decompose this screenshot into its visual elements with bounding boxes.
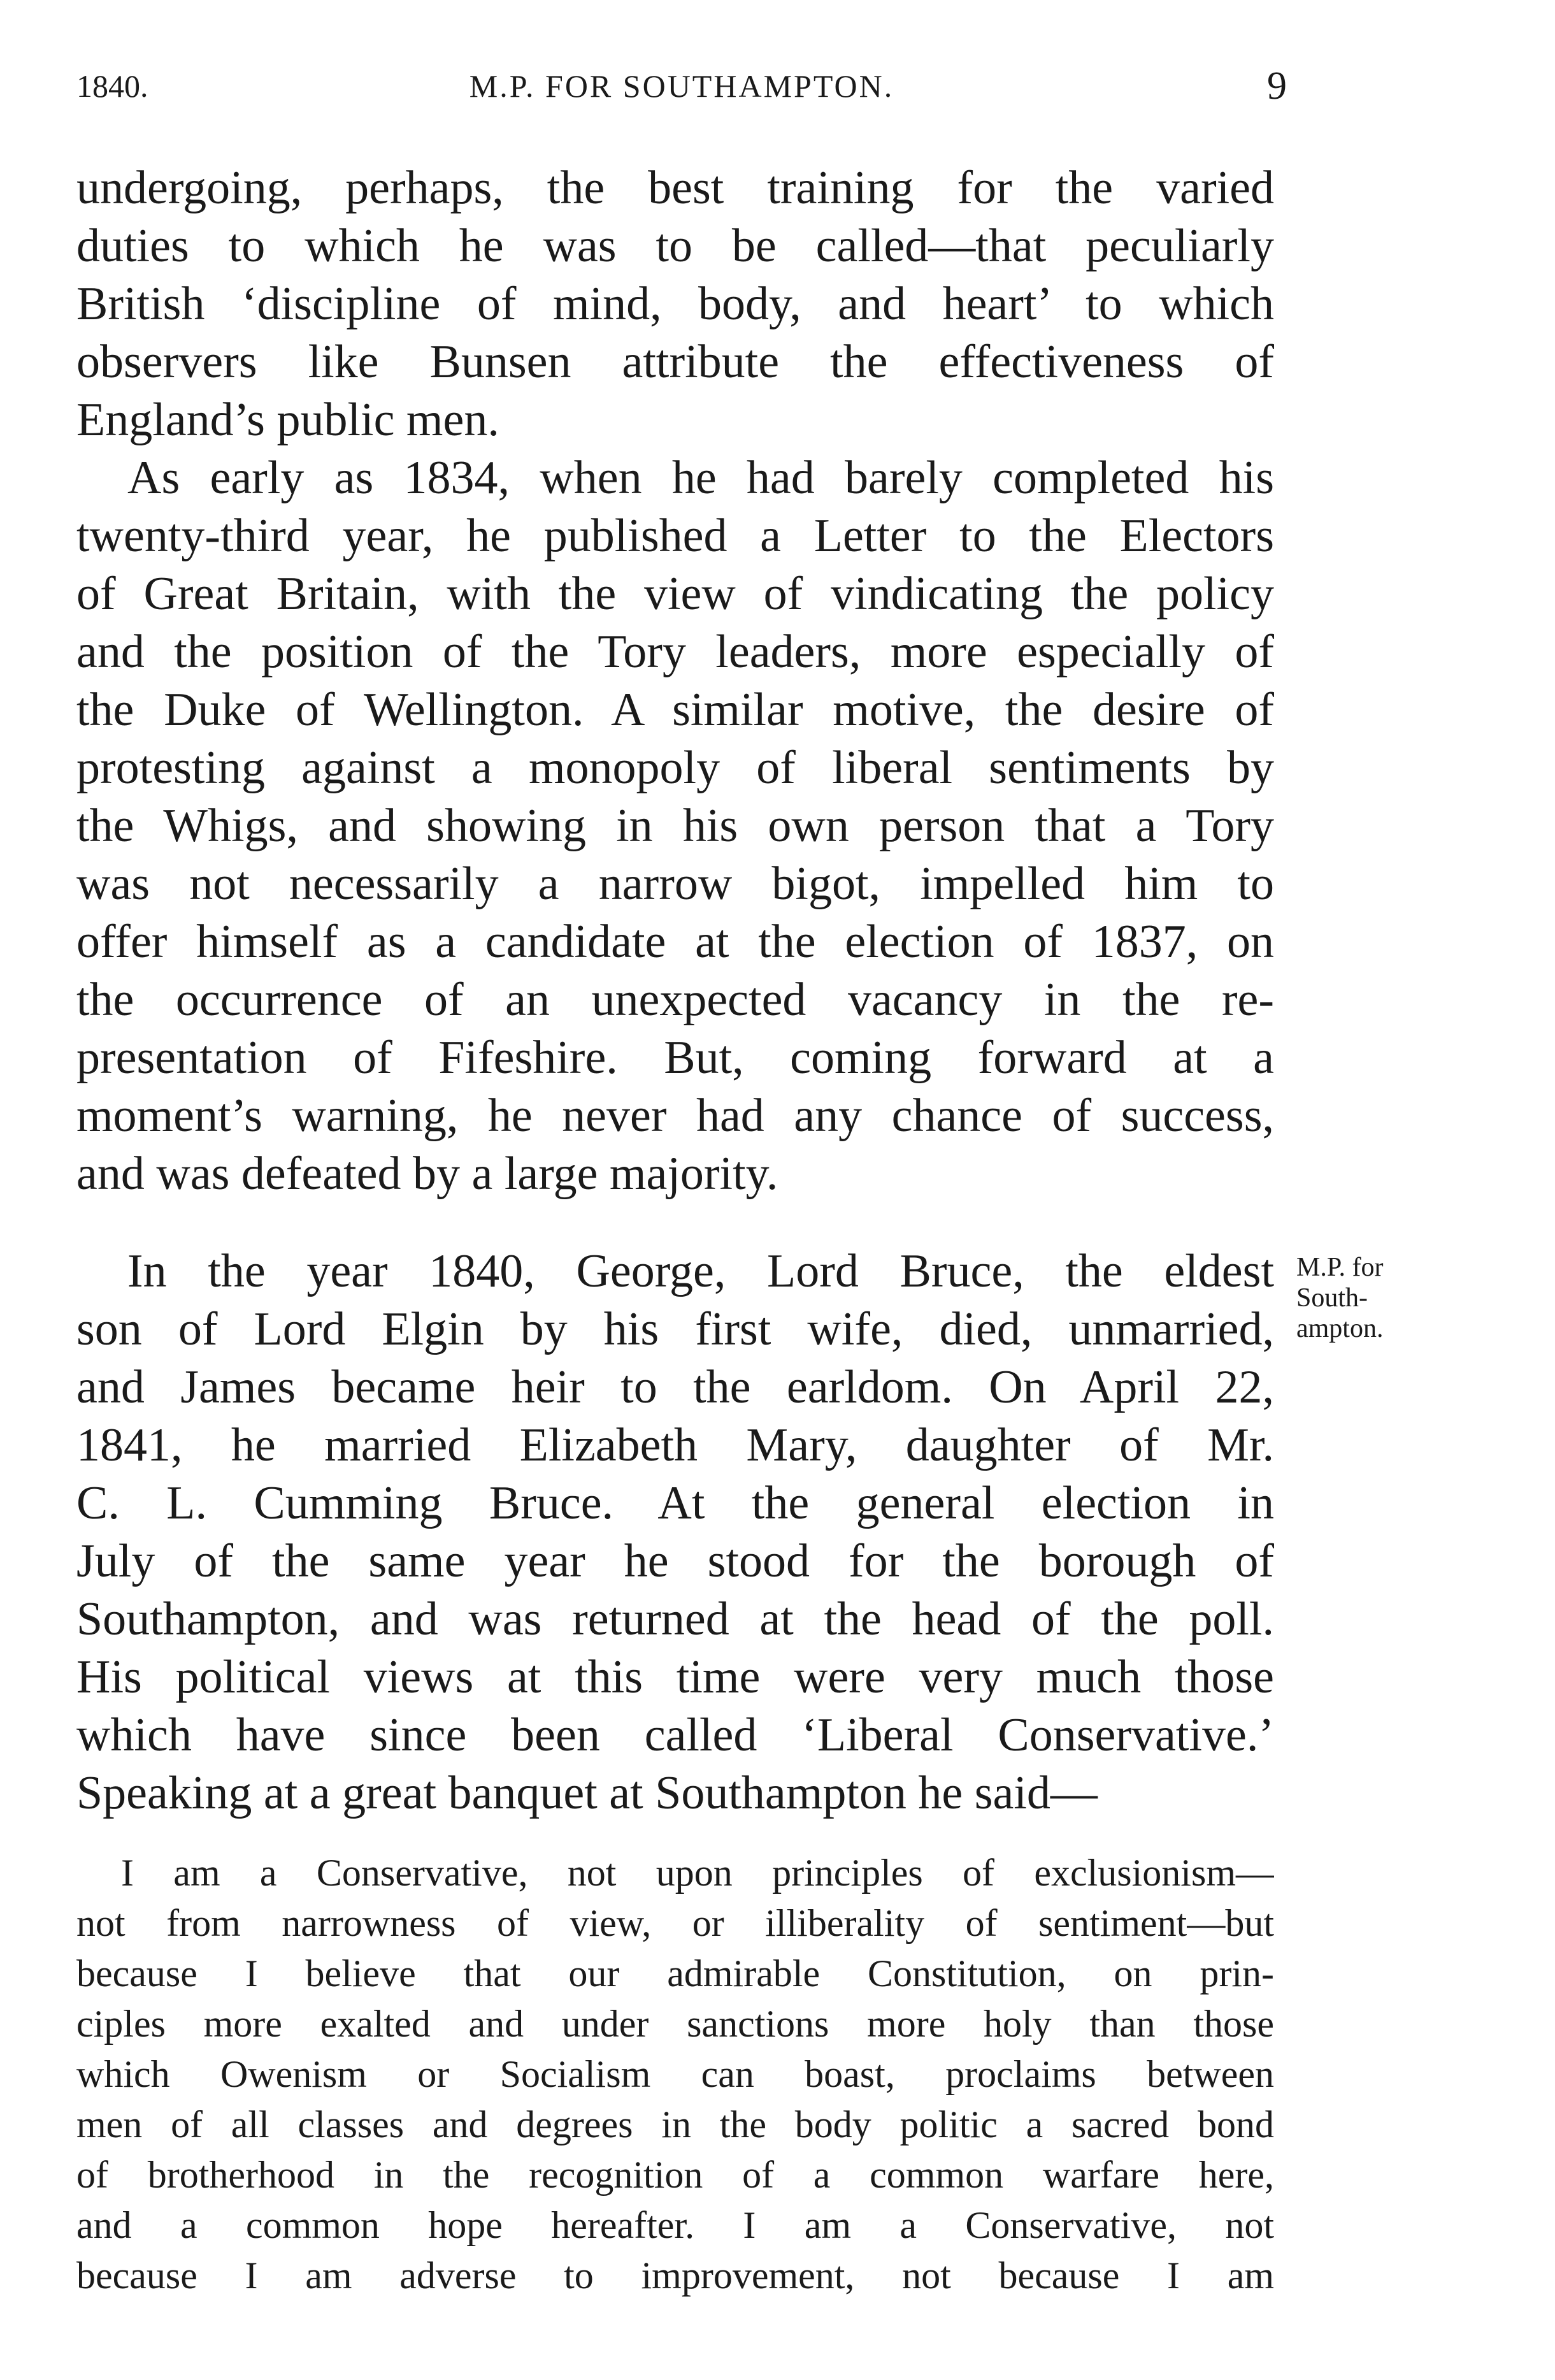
paragraph-3 [76, 1243, 1274, 1822]
text-line: July of the same year he stood for the borough of [76, 1535, 1274, 1587]
text-line: C. L. Cumming Bruce. At the general election in [76, 1477, 1274, 1529]
quote-line: which Owenism or Socialism can boast, proclaims between [76, 2053, 1274, 2095]
text-line: His political views at this time were very much those [76, 1651, 1274, 1703]
text-line: offer himself as a candidate at the election of 1837, on [76, 916, 1274, 968]
margin-note-line: ampton. [1296, 1314, 1384, 1343]
text-line: which have since been called ‘Liberal Conservative.’ [76, 1709, 1274, 1761]
text-line: Speaking at a great banquet at Southampton he said— [76, 1767, 1098, 1819]
text-line: and was defeated by a large majority. [76, 1148, 778, 1200]
text-line: In the year 1840, George, Lord Bruce, the eldest [127, 1245, 1274, 1297]
quote-line: because I am adverse to improvement, not because I am [76, 2254, 1274, 2297]
quote-line: ciples more exalted and under sanctions more holy than those [76, 2003, 1274, 2045]
quote-line: and a common hope hereafter. I am a Conservative, not [76, 2204, 1274, 2246]
paragraph-2 [76, 449, 1274, 1203]
text-line: Southampton, and was returned at the head of the poll. [76, 1593, 1274, 1645]
quote-line: because I believe that our admirable Constitution, on prin- [76, 1952, 1274, 1994]
text-line: 1841, he married Elizabeth Mary, daughter of Mr. [76, 1419, 1274, 1471]
text-line: presentation of Fifeshire. But, coming forward at a [76, 1032, 1274, 1084]
text-line: undergoing, perhaps, the best training for the varied [76, 162, 1274, 214]
running-header [76, 61, 1287, 112]
margin-note [1296, 1252, 1487, 1344]
quote-line: I am a Conservative, not upon principles of exclusionism— [121, 1852, 1274, 1894]
text-line: the Duke of Wellington. A similar motive, the desire of [76, 684, 1274, 736]
text-line: of Great Britain, with the view of vindicating the policy [76, 568, 1274, 620]
text-line: British ‘discipline of mind, body, and heart’ to which [76, 278, 1274, 330]
text-line: moment’s warning, he never had any chance of success, [76, 1090, 1274, 1142]
text-line: was not necessarily a narrow bigot, impelled him to [76, 858, 1274, 910]
text-line: twenty-third year, he published a Letter to the Electors [76, 510, 1274, 562]
text-line: protesting against a monopoly of liberal sentiments by [76, 742, 1274, 794]
quote-line: men of all classes and degrees in the body politic a sacred bond [76, 2103, 1274, 2146]
header-year: 1840. [76, 68, 148, 104]
paragraph-1 [76, 159, 1274, 449]
text-line: duties to which he was to be called—that peculiarly [76, 220, 1274, 272]
text-line: As early as 1834, when he had barely completed his [127, 452, 1274, 504]
text-line: observers like Bunsen attribute the effectiveness of [76, 336, 1274, 388]
text-line: and James became heir to the earldom. On April 22, [76, 1361, 1274, 1413]
running-title: M.P. FOR SOUTHAMPTON. [469, 68, 894, 104]
page-number: 9 [1267, 64, 1287, 108]
text-line: son of Lord Elgin by his first wife, died, unmarried, [76, 1303, 1274, 1355]
text-line: the occurrence of an unexpected vacancy in the re- [76, 974, 1274, 1026]
margin-note-line: M.P. for [1296, 1253, 1384, 1282]
quote-line: of brotherhood in the recognition of a common warfare here, [76, 2154, 1274, 2196]
quote-line: not from narrowness of view, or illiberality of sentiment—but [76, 1902, 1274, 1944]
text-line: and the position of the Tory leaders, more especially of [76, 626, 1274, 678]
block-quote [76, 1848, 1274, 2301]
text-line: England’s public men. [76, 394, 499, 446]
text-line: the Whigs, and showing in his own person that a Tory [76, 800, 1274, 852]
margin-note-line: South- [1296, 1283, 1368, 1313]
